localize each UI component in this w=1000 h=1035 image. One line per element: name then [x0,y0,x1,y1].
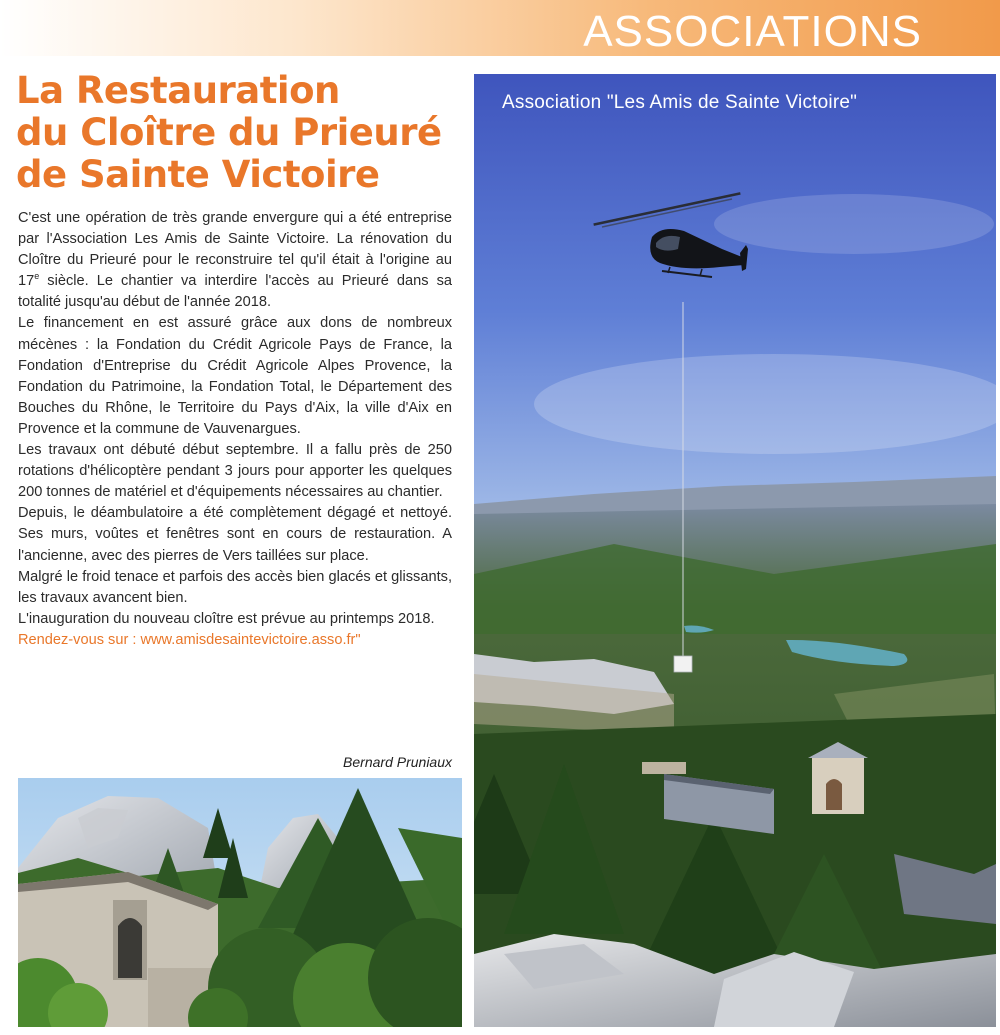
article-title [16,70,456,196]
chapel-photo [18,778,462,1027]
paragraph-progress: Depuis, le déambulatoire a été complètement dégagé et nettoyé. Ses murs, voûtes et fenêtres sont en cours de restauration. A l'ancienne, avec des pierres de Vers taillées sur place. [18,505,452,564]
paragraph-works: Les travaux ont débuté début septembre. Il a fallu près de 250 rotations d'hélicoptère pendant 3 jours pour apporter les quelques 200 tonnes de matériel et d'équipements nécessaires au chantier. [18,442,452,501]
title-line-1: La Restauration [16,69,340,112]
title-line-3: de Sainte Victoire [16,153,380,196]
helicopter-photo-illustration [474,74,996,1027]
century-superscript: e [34,271,40,282]
paragraph-weather: Malgré le froid tenace et parfois des accès bien glacés et glissants, les travaux avancent bien. [18,568,452,606]
helicopter-photo [474,74,996,1027]
paragraph-intro-text: C'est une opération de très grande envergure qui a été entreprise par l'Association Les Amis de Sainte Victoire. La rénovation du Cloître du Prieuré pour le reconstruire tel qu'il était à l'origine au 17 [18,210,452,290]
paragraph-intro-tail: siècle. Le chantier va interdire l'accès au Prieuré dans sa totalité jusqu'au début de l'année 2018. [18,273,452,311]
section-title: ASSOCIATIONS [583,7,922,56]
chapel-photo-illustration [18,778,462,1027]
paragraph-intro [18,208,452,313]
website-link[interactable]: Rendez-vous sur : www.amisdesaintevictoire.asso.fr" [18,631,361,648]
title-line-2: du Cloître du Prieuré [16,111,442,154]
paragraph-funding: Le financement en est assuré grâce aux dons de nombreux mécènes : la Fondation du Crédit Agricole Pays de France, la Fondation d'Entreprise du Crédit Agricole Alpes Provence, la Fondation du Patrimoine, la Fondation Total, le Département des Bouches du Rhône, le Territoire du Pays d'Aix, la ville d'Aix en Provence et la commune de Vauvenargues. [18,315,452,437]
photo-caption: Association "Les Amis de Sainte Victoire" [502,92,858,113]
paragraph-inauguration: L'inauguration du nouveau cloître est prévue au printemps 2018. [18,610,435,627]
author-signature: Bernard Pruniaux [343,754,452,770]
article-body [18,208,452,651]
